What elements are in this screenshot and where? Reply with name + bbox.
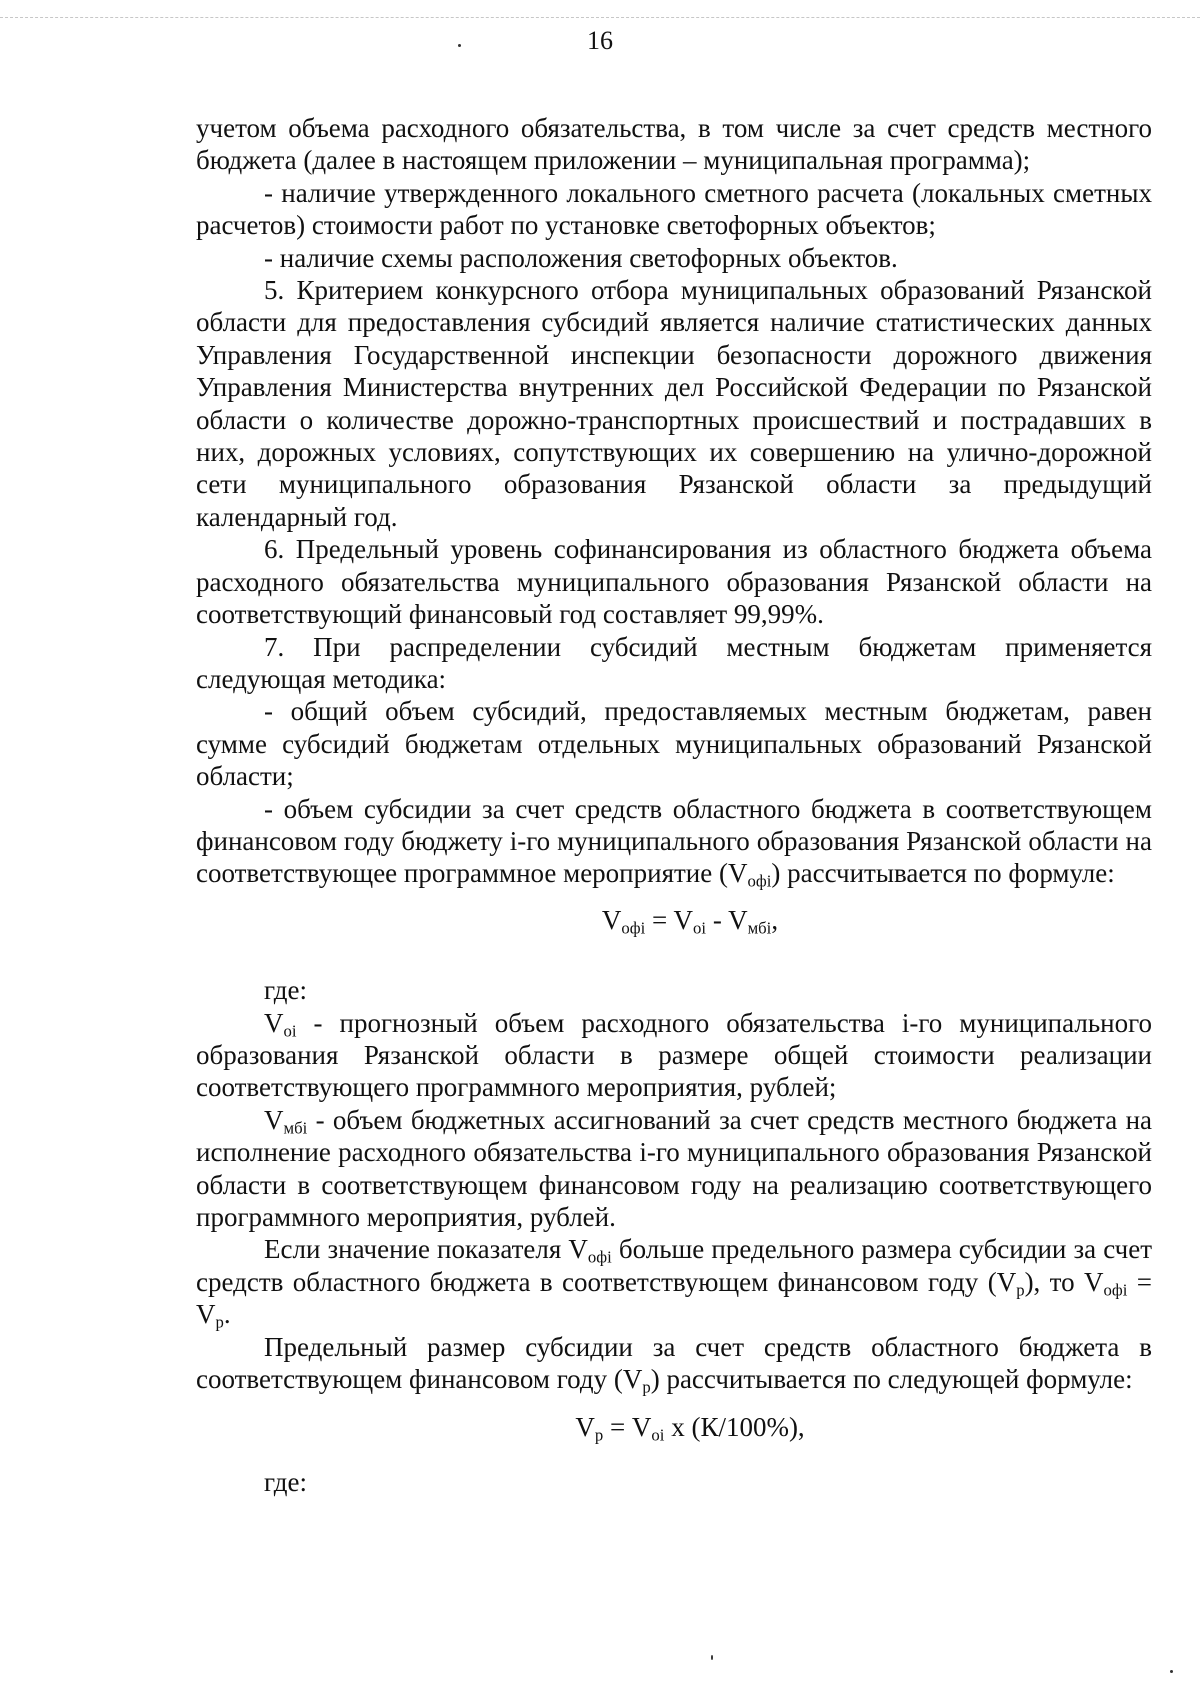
paragraph-estimate-requirement: - наличие утвержденного локального сметного расчета (локальных сметных расчетов) стоимости работ по установке светофорных объектов;: [196, 177, 1152, 241]
paragraph-where-1: где:: [264, 975, 307, 1006]
paragraph-subsidy-volume: [196, 793, 1152, 890]
formula-sub: мбi: [747, 918, 772, 938]
variable-v: V: [264, 1104, 284, 1135]
formula-sub: офi: [621, 918, 646, 938]
variable-subscript: мбi: [283, 1118, 308, 1138]
text-run: =: [1127, 1266, 1152, 1297]
variable-v: V: [727, 858, 748, 889]
variable-subscript: офi: [587, 1248, 612, 1268]
variable-subscript: р: [1016, 1280, 1025, 1300]
paragraph-limit-size: [196, 1331, 1152, 1396]
paragraph-voi-definition: [196, 1007, 1152, 1104]
formula-var: V: [631, 1412, 652, 1443]
variable-v: V: [568, 1234, 588, 1265]
text-run: ) рассчитывается по формуле:: [771, 858, 1115, 889]
variable-subscript: офi: [747, 872, 772, 892]
paragraph-item-5-criterion: 5. Критерием конкурсного отбора муниципальных образований Рязанской области для предоставления субсидий является наличие статистических данных Управления Государственной инспекции безопасности дорожного движения Управления Министерства внутренних дел Российской Федерации по Рязанской области о количестве дорожно-транспортных происшествий и пострадавших в них, дорожных условиях, сопутствующих их совершению на улично-дорожной сети муниципального образования Рязанской области за предыдущий календарный год.: [196, 275, 1152, 532]
paragraph-vmbi-definition: [196, 1104, 1152, 1234]
formula-sub: oi: [693, 918, 707, 938]
text-run: ) рассчитывается по следующей формуле:: [650, 1364, 1133, 1395]
variable-subscript: р: [215, 1312, 224, 1332]
text-run: ), то: [1024, 1266, 1085, 1297]
formula-var: V: [728, 904, 748, 935]
paragraph-total-volume: - общий объем субсидий, предоставляемых местным бюджетам, равен сумме субсидий бюджетам отдельных муниципальных образований Рязанской области;: [196, 696, 1152, 792]
variable-v: V: [622, 1364, 643, 1395]
text-run: - объем бюджетных ассигнований за счет средств местного бюджета на исполнение расходного обязательства i-го муниципального образования Рязанской области в соответствующем финансовом году на реализацию соответствующего программного мероприятия, рублей.: [196, 1104, 1152, 1232]
paragraph-item-7-methodology: 7. При распределении субсидий местным бюджетам применяется следующая методика:: [196, 631, 1152, 694]
variable-v: V: [996, 1266, 1017, 1297]
paragraph-program-definition: учетом объема расходного обязательства, в том числе за счет средств местного бюджета (далее в настоящем приложении – муниципальная программа);: [196, 113, 1152, 176]
formula-equals: =: [603, 1412, 632, 1443]
formula-var: V: [575, 1412, 595, 1443]
paragraph-item-6-cofinancing: 6. Предельный уровень софинансирования из областного бюджета объема расходного обязательства муниципального образования Рязанской области на соответствующий финансовый год составляет 99,99%.: [196, 534, 1152, 630]
formula-subsidy: [196, 904, 1152, 936]
variable-subscript: р: [642, 1377, 651, 1397]
text-run: больше предельного размера субсидии за счет средств областного бюджета в соответствующем финансовом году (: [196, 1234, 1152, 1297]
paragraph-scheme-requirement: - наличие схемы расположения светофорных объектов.: [264, 242, 898, 273]
formula-var: V: [601, 904, 622, 935]
formula-equals: =: [645, 904, 674, 935]
paragraph-limit-condition: [196, 1233, 1152, 1330]
scan-top-edge: [0, 17, 1200, 20]
page-number: 16: [587, 26, 613, 55]
variable-subscript: офi: [1103, 1280, 1128, 1300]
scan-speck: [711, 1655, 713, 1660]
text-run: Если значение показателя: [264, 1234, 569, 1265]
document-body: [196, 112, 1152, 1498]
formula-sub: р: [594, 1426, 604, 1446]
paragraph-where-2: где:: [264, 1466, 307, 1497]
scan-speck: [1170, 1670, 1173, 1673]
text-run: - прогнозный объем расходного обязательства i-го муниципального образования Рязанской области в размере общей стоимости реализации соответствующего программного мероприятия, рублей;: [196, 1007, 1152, 1103]
formula-comma: ,: [771, 904, 779, 935]
text-run: .: [223, 1299, 231, 1330]
formula-var: V: [673, 904, 694, 935]
variable-v: V: [196, 1299, 216, 1330]
scan-speck: [458, 44, 461, 47]
text-run: - объем субсидии за счет средств областного бюджета в соответствующем финансовом году бюджету i-го муниципального образования Рязанской области на соответствующее программное мероприятие (: [196, 793, 1152, 889]
variable-subscript: oi: [283, 1021, 297, 1041]
formula-rest: x (К/100%),: [664, 1412, 805, 1443]
text-run: Предельный размер субсидии за счет средств областного бюджета в соответствующем финансовом году (: [196, 1331, 1152, 1395]
formula-sub: oi: [651, 1426, 665, 1446]
variable-v: V: [264, 1007, 284, 1038]
variable-v: V: [1084, 1266, 1104, 1297]
formula-minus: -: [706, 904, 729, 935]
formula-limit: [196, 1411, 1152, 1446]
